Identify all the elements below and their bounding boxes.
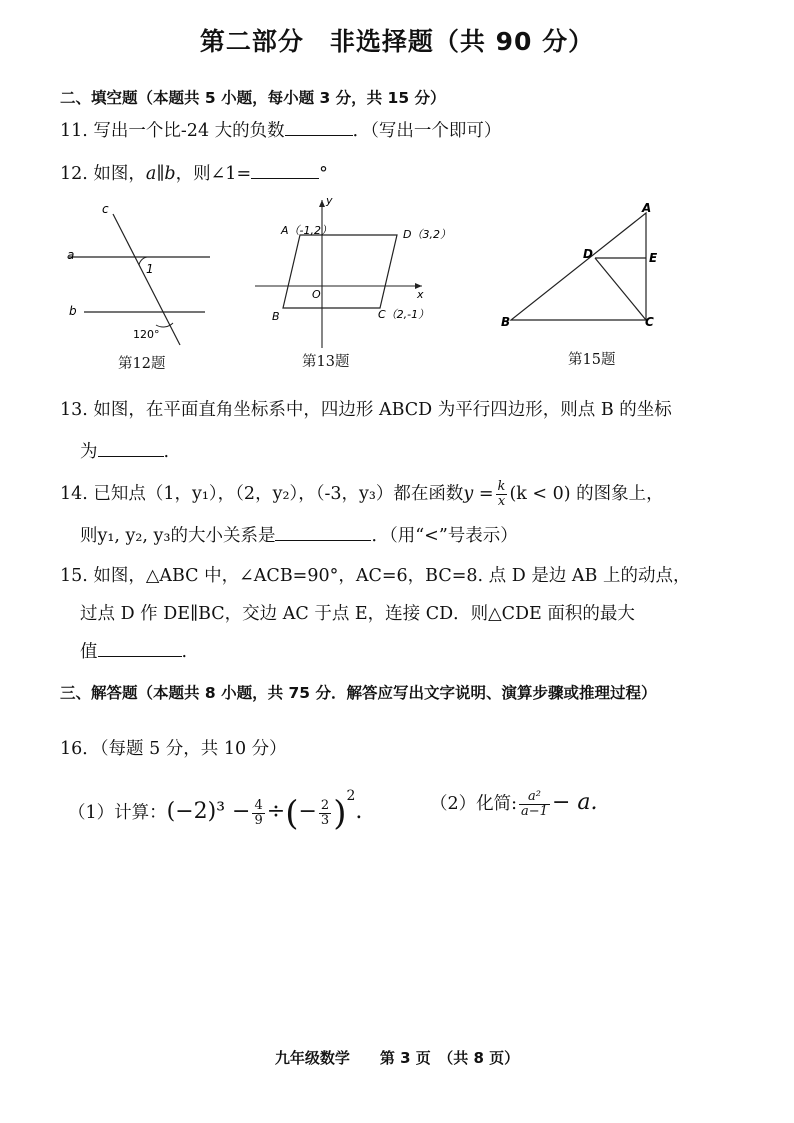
fig13-point-c: C（2,-1）	[378, 308, 430, 321]
fig13-point-b: B	[272, 310, 280, 323]
q12-parallel: a∥b	[145, 164, 176, 184]
q14-text-2: 则y₁, y₂, y₃的大小关系是	[80, 526, 276, 546]
q16-fraction-a2: $\frac{\text{a²}}{a-1}$	[521, 789, 548, 819]
fig13-point-a: A（-1,2）	[281, 224, 332, 237]
section-fill-in: 二、填空题（本题共 5 小题，每小题 3 分，共 15 分）	[60, 89, 446, 107]
figure-15	[495, 200, 670, 340]
fig13-axis-y: y	[326, 194, 333, 207]
question-15-line2: 过点 D 作 DE∥BC，交边 AC 于点 E，连接 CD．则△CDE 面积的最大	[80, 604, 635, 624]
fig12-angle-1: 1	[146, 262, 154, 276]
question-12	[60, 160, 328, 185]
fig12-caption-text: 第12题	[118, 356, 166, 372]
q14-answer-blank[interactable]	[275, 522, 371, 541]
q14-text-1: 14. 已知点（1，y₁），（2，y₂），（-3，y₃）都在函数	[60, 484, 464, 504]
q13-text-2: 为	[80, 442, 98, 462]
q16-minus-a: − a.	[551, 790, 598, 815]
question-16-part1: （1）计算：(−2)³ − $\frac{4}{9}$ ÷(− $\frac{2}{3}$ )$^2$.	[68, 788, 363, 834]
fig13-point-d: D（3,2）	[403, 228, 451, 241]
q14-function: y =	[463, 484, 494, 504]
fig15-point-d: D	[583, 247, 593, 261]
fig12-angle-120: 120°	[133, 328, 160, 341]
question-16-part2	[430, 790, 598, 819]
figure-13	[250, 192, 451, 352]
q11-answer-blank[interactable]	[285, 117, 353, 136]
fig12-label-c: c	[102, 202, 109, 216]
question-14-line1	[60, 480, 664, 509]
question-15-line1: 15. 如图，△ABC 中，∠ACB=90°，AC=6，BC=8. 点 D 是边 AB 上的动点，	[60, 566, 691, 586]
fig15-point-e: E	[649, 251, 658, 265]
q16-part2-label: （2）化简:	[430, 794, 518, 814]
q14-hint: ．（用“<”号表示）	[371, 526, 518, 546]
page-title: 第二部分 非选择题（共 90 分）	[199, 27, 595, 56]
fig15-caption: 第15题	[568, 352, 616, 368]
q12-angle: ，则∠1=	[175, 164, 252, 184]
question-13-line1: 13. 如图，在平面直角坐标系中，四边形 ABCD 为平行四边形，则点 B 的坐标	[60, 400, 672, 420]
section-solve: 三、解答题（本题共 8 小题，共 75 分．解答应写出文字说明、演算步骤或推理过程）	[60, 684, 657, 702]
q14-condition: (k < 0) 的图象上，	[509, 484, 664, 504]
q12-text: 12. 如图，	[60, 164, 146, 184]
q12-answer-blank[interactable]	[251, 160, 319, 179]
fig13-caption: 第13题	[302, 354, 350, 370]
q13-answer-blank[interactable]	[98, 438, 164, 457]
q16-expr-a: (−2)³ −	[166, 799, 251, 824]
page-footer: 九年级数学 第 3 页 （共 8 页）	[274, 1049, 520, 1067]
q16-fraction-4-9: $\frac{4}{9}$	[254, 798, 263, 828]
figure-12	[55, 195, 225, 355]
fig15-point-b: B	[501, 315, 511, 329]
q16-part1-label: （1）计算：	[68, 803, 167, 823]
fig12-label-a: a	[67, 248, 75, 262]
fig15-point-c: C	[645, 315, 654, 329]
question-13-line2: 为 .	[80, 438, 169, 463]
q14-fraction: $\frac{k}{x}$	[497, 479, 506, 509]
question-11	[60, 117, 501, 142]
fig12-label-b: b	[69, 304, 77, 318]
q15-answer-blank[interactable]	[98, 638, 182, 657]
q16-divide: ÷	[266, 799, 286, 824]
q11-text: 11. 写出一个比-24 大的负数	[60, 121, 285, 141]
question-16-head: 16．（每题 5 分，共 10 分）	[60, 739, 287, 759]
question-14-line2	[80, 522, 518, 547]
question-15-line3: 值 .	[80, 638, 187, 663]
q16-exponent: 2	[346, 788, 356, 804]
q11-hint: ．（写出一个即可）	[352, 121, 502, 141]
q12-unit: °	[319, 164, 328, 184]
fig15-point-a: A	[642, 201, 652, 215]
q16-fraction-2-3: $\frac{2}{3}$	[320, 798, 330, 828]
fig13-origin: O	[312, 288, 321, 301]
q15-text-3: 值	[80, 642, 98, 662]
fig13-axis-x: x	[417, 288, 424, 301]
